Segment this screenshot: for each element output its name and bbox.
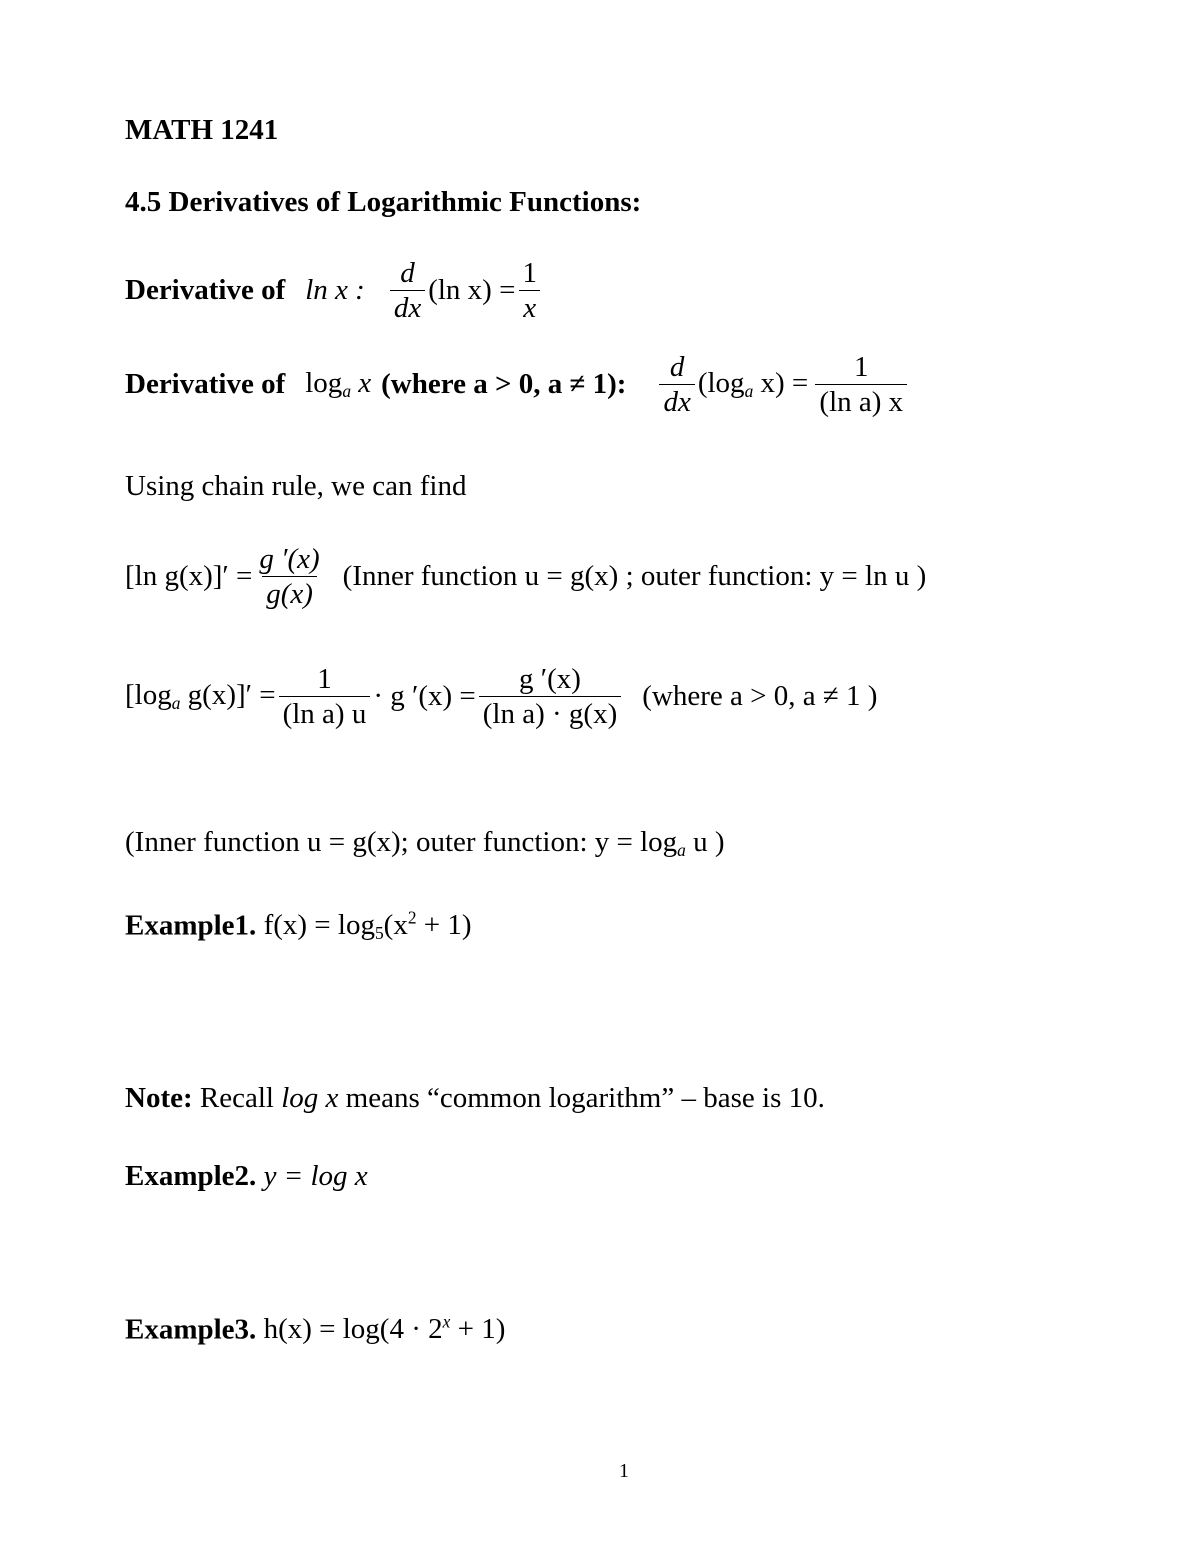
derivative-ln-expr: (ln x) =: [428, 274, 516, 307]
derivative-ln-label: Derivative of: [125, 274, 286, 307]
derivative-ln-fn: ln x :: [305, 274, 365, 307]
example-3: [125, 1312, 505, 1346]
chain-ln-note: (Inner function u = g(x) ; outer function: y = ln u ): [342, 560, 927, 593]
section-title: 4.5 Derivatives of Logarithmic Functions:: [125, 186, 642, 218]
chain-log-fraction-1: $\frac{1}{\text{(ln a) u}}$: [279, 664, 371, 730]
note-label: Note:: [125, 1082, 193, 1114]
example-2: [125, 1160, 368, 1193]
example-2-expr: y = log x: [263, 1160, 368, 1192]
example-2-label: Example2.: [125, 1160, 257, 1192]
chain-log-mid: · g ′(x) =: [373, 680, 476, 713]
chain-ln-lhs: [ln g(x)]′ =: [125, 560, 253, 593]
chain-log-note: (Inner function u = g(x); outer function: $y = \log_a u$ ): [125, 826, 725, 861]
one-over-x-fraction: $\frac{1}{x}$: [518, 258, 541, 324]
derivative-log-label: Derivative of: [125, 368, 286, 401]
course-title: MATH 1241: [125, 114, 279, 146]
chain-log-fraction-2: $\frac{g '(x)}{\text{(ln a) · g(x)}}$: [479, 664, 621, 730]
example-1-expr: $f(x) = \log_5(x^2 + 1)$: [263, 908, 472, 944]
page-number: 1: [619, 1460, 629, 1482]
d-dx-fraction: $\frac{d}{dx}$: [390, 258, 425, 324]
chain-ln-rule: [125, 544, 926, 610]
note-common-log: Note: Recall log x means “common logarithm” – base is 10.: [125, 1082, 825, 1114]
derivative-log-condition: (where a > 0, a ≠ 1):: [381, 368, 627, 401]
d-dx-fraction: $\frac{d}{dx}$: [659, 352, 694, 418]
derivative-log-expr: ($\log_a$ x) =: [697, 367, 809, 402]
chain-rule-intro: Using chain rule, we can find: [125, 470, 467, 502]
derivative-log-rule: [125, 352, 914, 418]
one-over-lna-x-fraction: $\frac{1}{\text{(ln a) x}}$: [811, 352, 911, 418]
example-1-label: Example1.: [125, 909, 257, 942]
example-3-label: Example3.: [125, 1313, 257, 1346]
chain-log-rule: [125, 664, 877, 730]
chain-log-condition: (where a > 0, a ≠ 1 ): [642, 680, 878, 713]
derivative-ln-rule: [125, 258, 544, 324]
example-1: [125, 908, 472, 945]
chain-log-lhs: [$\log_a$ g(x)]′ =: [125, 679, 276, 714]
note-math: log x: [281, 1082, 339, 1114]
chain-ln-fraction: $\frac{g '(x)}{g(x)}$: [259, 543, 320, 611]
derivative-log-fn: $\log_a x$: [305, 367, 372, 402]
example-3-expr: $h(x) = \log(4 \cdot 2^x + 1)$: [263, 1312, 506, 1346]
